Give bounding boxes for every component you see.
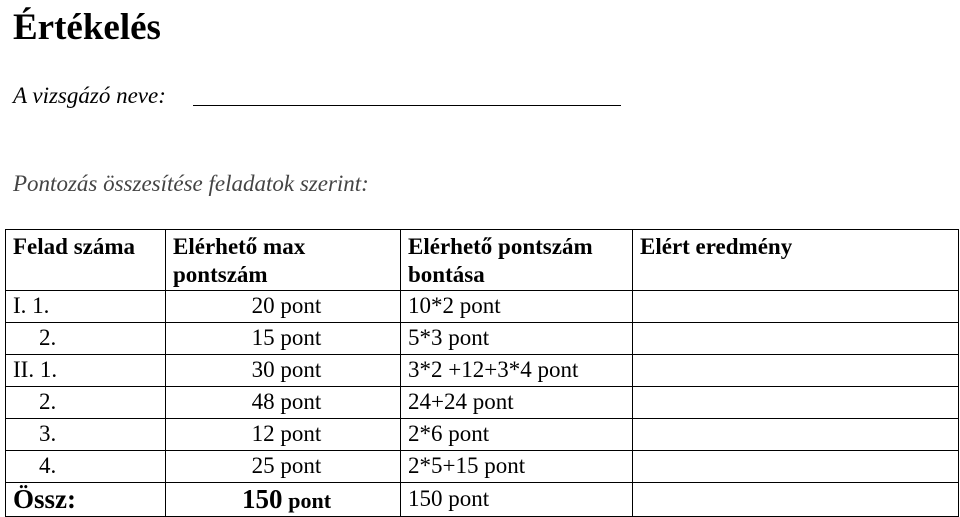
total-result-cell[interactable] (633, 483, 959, 517)
table-header-row (6, 230, 959, 291)
max-points: 12 pont (166, 419, 401, 451)
task-number: I. 1. (6, 291, 166, 323)
achieved-result-cell[interactable] (633, 387, 959, 419)
achieved-result-cell[interactable] (633, 323, 959, 355)
table-row (6, 419, 959, 451)
task-number: II. 1. (6, 355, 166, 387)
total-max-value: 150 (241, 484, 283, 514)
achieved-result-cell[interactable] (633, 451, 959, 483)
points-breakdown: 5*3 pont (401, 323, 633, 355)
achieved-result-cell[interactable] (633, 419, 959, 451)
total-label: Össz: (6, 483, 166, 517)
total-max-points (166, 483, 401, 517)
task-number: 2. (6, 323, 166, 355)
total-breakdown: 150 pont (401, 483, 633, 517)
points-breakdown: 24+24 pont (401, 387, 633, 419)
table-row (6, 291, 959, 323)
task-number: 4. (6, 451, 166, 483)
points-breakdown: 2*5+15 pont (401, 451, 633, 483)
table-row (6, 387, 959, 419)
max-points: 48 pont (166, 387, 401, 419)
header-task-number: Felad száma (6, 230, 166, 291)
task-number: 3. (6, 419, 166, 451)
points-breakdown: 2*6 pont (401, 419, 633, 451)
header-achieved-result: Elért eredmény (633, 230, 959, 291)
section-subtitle: Pontozás összesítése feladatok szerint: (13, 171, 369, 196)
table-row (6, 323, 959, 355)
score-table (5, 229, 959, 517)
points-breakdown: 3*2 +12+3*4 pont (401, 355, 633, 387)
student-name-label: A vizsgázó neve: (13, 83, 166, 108)
max-points: 20 pont (166, 291, 401, 323)
total-max-unit: pont (288, 488, 332, 513)
table-row (6, 355, 959, 387)
achieved-result-cell[interactable] (633, 355, 959, 387)
table-total-row (6, 483, 959, 517)
header-points-breakdown: Elérhető pontszám bontása (401, 230, 633, 291)
points-breakdown: 10*2 pont (401, 291, 633, 323)
page-title: Értékelés (13, 7, 161, 48)
max-points: 25 pont (166, 451, 401, 483)
max-points: 30 pont (166, 355, 401, 387)
achieved-result-cell[interactable] (633, 291, 959, 323)
task-number: 2. (6, 387, 166, 419)
max-points: 15 pont (166, 323, 401, 355)
student-name-field-line (193, 105, 621, 106)
header-max-points: Elérhető max pontszám (166, 230, 401, 291)
table-row (6, 451, 959, 483)
